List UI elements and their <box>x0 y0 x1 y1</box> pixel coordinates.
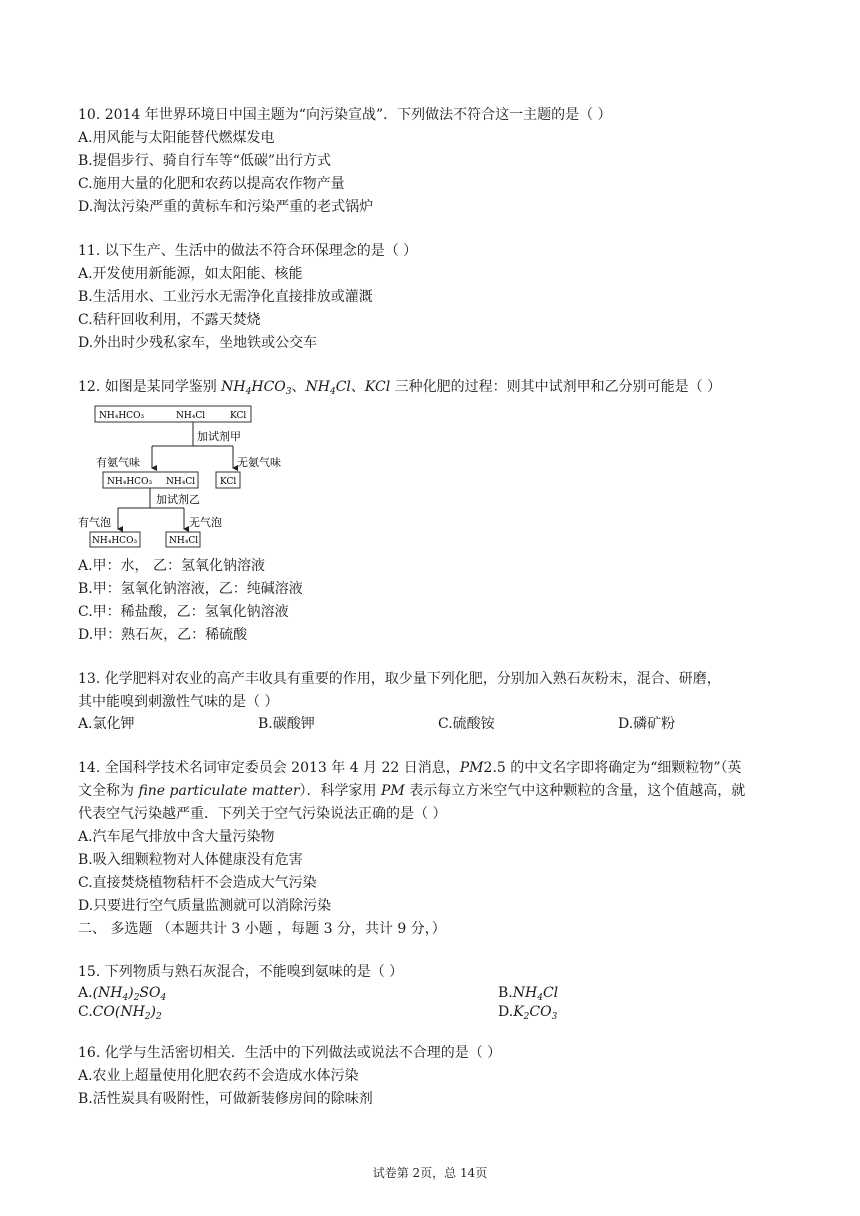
q14-stem-line2: 文全称为 fine particulate matter）．科学家用 PM 表示每立方米空气中这种颗粒的含量，这个值越高，就 <box>78 783 746 799</box>
diagram-right2-label: 无气泡 <box>189 516 222 529</box>
q12-stem: 12. 如图是某同学鉴别 $NH_4HCO_3$、$NH_4Cl$、KCl 三种化肥的过程：则其中试剂甲和乙分别可能是（ ） <box>78 379 722 397</box>
q11-option-d: D.外出时少残私家车，坐地铁或公交车 <box>78 335 318 351</box>
q15-option-b: $B.NH_4Cl$ <box>498 985 559 1003</box>
q14-option-c: C.直接焚烧植物秸杆不会造成大气污染 <box>78 875 317 891</box>
q15-option-d: $D.K_2CO_3$ <box>498 1004 558 1022</box>
q13-stem-line2: 其中能嗅到刺激性气味的是（ ） <box>78 694 279 710</box>
q13-option-a: A.氯化钾 <box>78 716 135 732</box>
q11-option-a: A.开发使用新能源，如太阳能、核能 <box>78 266 303 282</box>
q14-stem-line3: 代表空气污染越严重．下列关于空气污染说法正确的是（ ） <box>78 806 447 822</box>
diagram-mid-c: KCl <box>220 477 237 487</box>
q12-flow-diagram <box>78 402 300 548</box>
q14-option-b: B.吸入细颗粒物对人体健康没有危害 <box>78 852 303 868</box>
q16-option-a: A.农业上超量使用化肥农药不会造成水体污染 <box>78 1068 359 1084</box>
q12-option-c: C.甲：稀盐酸，乙：氢氧化钠溶液 <box>78 604 289 620</box>
q11-stem: 11. 以下生产、生活中的做法不符合环保理念的是（ ） <box>78 243 418 259</box>
q13-option-c: C.硫酸铵 <box>438 716 495 732</box>
page-footer: 试卷第 2页，总 14页 <box>372 1166 488 1180</box>
q13-option-b: B.碳酸钾 <box>258 716 315 732</box>
q14-stem-line1: 14. 全国科学技术名词审定委员会 2013 年 4 月 22 日消息，PM2.5 的中文名字即将确定为“细颗粒物”（英 <box>78 760 742 776</box>
diagram-bot-b: NH₄Cl <box>169 536 199 546</box>
q12-option-d: D.甲：熟石灰，乙：稀硫酸 <box>78 627 248 643</box>
section-2-heading: 二、 多选题 （本题共计 3 小题 ，每题 3 分，共计 9 分，） <box>78 921 446 937</box>
q15-stem: 15. 下列物质与熟石灰混合，不能嗅到氨味的是（ ） <box>78 964 404 980</box>
q11-option-b: B.生活用水、工业污水无需净化直接排放或灌溉 <box>78 289 373 305</box>
q10-option-a: A.用风能与太阳能替代燃煤发电 <box>78 130 275 146</box>
q10-option-d: D.淘汰污染严重的黄标车和污染严重的老式锅炉 <box>78 199 374 215</box>
diagram-right-label: 无氨气味 <box>237 456 281 469</box>
diagram-left2-label: 有气泡 <box>78 516 111 529</box>
q15-option-a: $A.(NH_4)_2SO_4$ <box>78 985 167 1003</box>
diagram-top-b: NH₄Cl <box>176 411 206 421</box>
q14-option-a: A.汽车尾气排放中含大量污染物 <box>78 829 275 845</box>
diagram-left-label: 有氨气味 <box>96 456 140 469</box>
q15-option-c: $C.CO(NH_2)_2$ <box>78 1004 162 1022</box>
diagram-reagent2: 加试剂乙 <box>156 493 200 506</box>
q16-stem: 16. 化学与生活密切相关．生活中的下列做法或说法不合理的是（ ） <box>78 1045 502 1061</box>
diagram-mid-a: NH₄HCO₃ <box>107 477 153 487</box>
diagram-reagent1: 加试剂甲 <box>197 430 241 443</box>
q13-stem-line1: 13. 化学肥料对农业的高产丰收具有重要的作用，取少量下列化肥，分别加入熟石灰粉末，混合、研磨， <box>78 671 721 687</box>
diagram-top-a: NH₄HCO₃ <box>99 411 145 421</box>
q12-option-b: B.甲：氢氧化钠溶液，乙：纯碱溶液 <box>78 581 303 597</box>
diagram-bot-a: NH₄HCO₃ <box>92 536 138 546</box>
q10-stem: 10. 2014 年世界环境日中国主题为“向污染宣战”．下列做法不符合这一主题的是（ ） <box>78 107 612 123</box>
q16-option-b: B.活性炭具有吸附性，可做新装修房间的除味剂 <box>78 1091 373 1107</box>
q12-option-a: A.甲：水， 乙：氢氧化钠溶液 <box>78 558 266 574</box>
q14-option-d: D.只要进行空气质量监测就可以消除污染 <box>78 898 332 914</box>
q13-option-d: D.磷矿粉 <box>618 716 676 732</box>
diagram-mid-b: NH₄Cl <box>166 477 196 487</box>
diagram-top-c: KCl <box>230 411 247 421</box>
q10-option-c: C.施用大量的化肥和农药以提高农作物产量 <box>78 176 345 192</box>
q11-option-c: C.秸秆回收利用，不露天焚烧 <box>78 312 261 328</box>
q10-option-b: B.提倡步行、骑自行车等“低碳”出行方式 <box>78 153 332 169</box>
